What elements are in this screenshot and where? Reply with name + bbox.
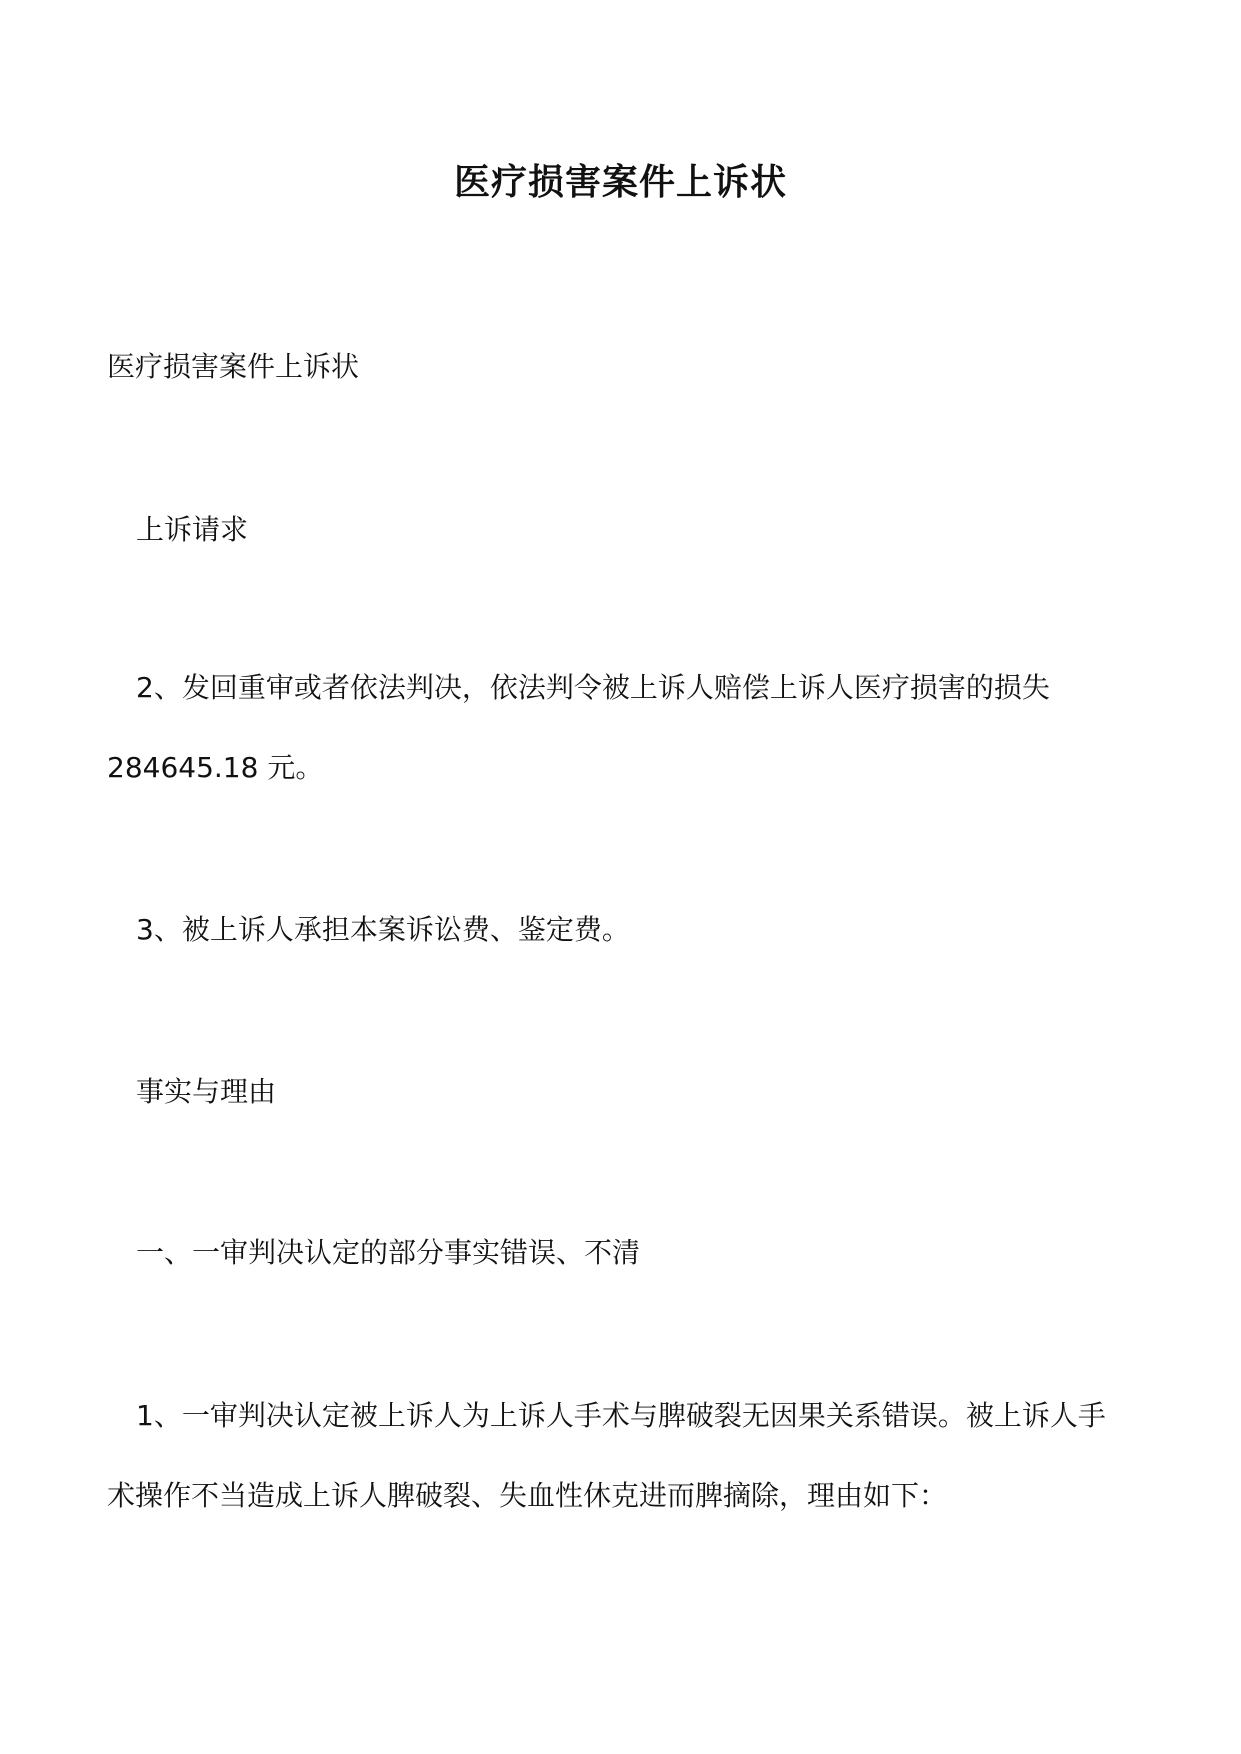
- section-1-heading: 一、一审判决认定的部分事实错误、不清: [136, 1236, 641, 1269]
- document-title: 医疗损害案件上诉状: [453, 161, 787, 203]
- point-1-line-2: 术操作不当造成上诉人脾破裂、失血性休克进而脾摘除，理由如下：: [107, 1479, 948, 1512]
- request-2-line-2: 284645.18 元。: [107, 751, 324, 784]
- document-subtitle: 医疗损害案件上诉状: [107, 350, 360, 383]
- point-1-line-1: 1、一审判决认定被上诉人为上诉人手术与脾破裂无因果关系错误。被上诉人手: [136, 1399, 1106, 1432]
- request-3: 3、被上诉人承担本案诉讼费、鉴定费。: [136, 913, 630, 946]
- facts-reasons-heading: 事实与理由: [136, 1075, 277, 1108]
- appeal-request-heading: 上诉请求: [136, 513, 249, 546]
- request-2-line-1: 2、发回重审或者依法判决，依法判令被上诉人赔偿上诉人医疗损害的损失: [136, 671, 1050, 704]
